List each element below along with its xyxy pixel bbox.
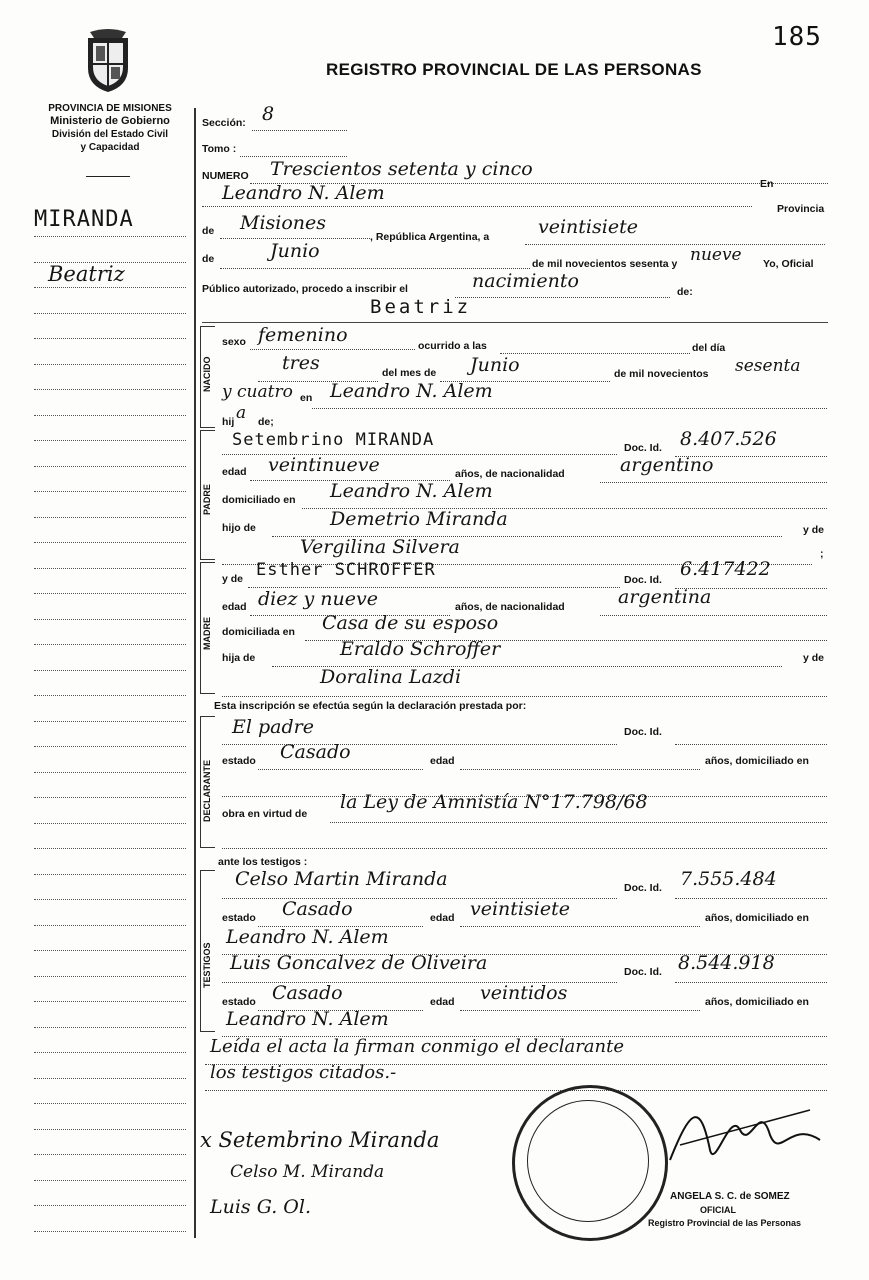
publico-label: Público autorizado, procedo a inscribir el <box>202 283 408 295</box>
de-label-2: de <box>202 253 215 265</box>
ministry-header <box>30 102 190 154</box>
padre-y-de-label: y de <box>803 524 825 536</box>
stamp-name: ANGELA S. C. de SOMEZ <box>670 1191 790 1202</box>
seccion-label: Sección: <box>202 117 246 129</box>
t1-edad-label: edad <box>430 912 455 924</box>
margin-ruled-line <box>34 338 186 339</box>
madre-nac-label: años, de nacionalidad <box>455 601 565 613</box>
yo-oficial-label: Yo, Oficial <box>763 258 814 270</box>
obra-value: la Ley de Amnistía N°17.798/68 <box>340 791 648 813</box>
margin-ruled-line <box>34 950 186 951</box>
declarante-doc-field <box>675 730 827 745</box>
numero-label: NUMERO <box>202 170 249 182</box>
ministry-line-2: Ministerio de Gobierno <box>50 115 170 127</box>
margin-ruled-line <box>34 823 186 824</box>
margin-ruled-line <box>34 415 186 416</box>
padre-hijo-label: hijo de <box>222 522 256 534</box>
t1-dom-label: años, domiciliado en <box>705 912 809 924</box>
de-label-1: de <box>202 225 215 237</box>
margin-ruled-line <box>34 287 186 288</box>
padre-nac-label: años, de nacionalidad <box>455 468 565 480</box>
margin-ruled-line <box>34 364 186 365</box>
stamp-registry: Registro Provincial de las Personas <box>648 1218 802 1228</box>
t2-edad-value: veintidos <box>480 982 568 1004</box>
sexo-label: sexo <box>222 336 246 348</box>
hij-suffix: a <box>236 403 247 423</box>
ministry-line-4: y Capacidad <box>80 142 140 153</box>
t1-estado-value: Casado <box>282 898 353 920</box>
madre-doc-value: 6.417422 <box>680 558 771 580</box>
t2-edad-label: edad <box>430 996 455 1008</box>
margin-ruled-line <box>34 568 186 569</box>
provincial-crest-icon <box>82 28 134 94</box>
lugar-nac-value: Leandro N. Alem <box>330 380 493 402</box>
margin-ruled-line <box>34 976 186 977</box>
margin-ruled-line <box>34 925 186 926</box>
madre-y-de-label: y de <box>222 573 244 585</box>
margin-ruled-line <box>34 644 186 645</box>
nacido-side-label: NACIDO <box>202 356 212 392</box>
ministry-line-1: PROVINCIA DE MISIONES <box>48 103 172 114</box>
acto-value: nacimiento <box>472 270 579 292</box>
signature-testigo-1: Celso M. Miranda <box>230 1162 385 1182</box>
mes-field <box>220 254 530 269</box>
madre-side-label: MADRE <box>202 617 212 650</box>
padre-y-de-value: Vergilina Silvera <box>300 536 460 558</box>
t2-doc-value: 8.544.918 <box>678 952 775 974</box>
padre-side-label: PADRE <box>202 484 212 515</box>
t1-estado-label: estado <box>222 912 256 924</box>
madre-nombre-value: Esther SCHROFFER <box>256 560 436 580</box>
padre-doc-label: Doc. Id. <box>624 442 662 454</box>
madre-hija-label: hija de <box>222 652 256 664</box>
cierre-text-2: los testigos citados.- <box>210 1062 397 1083</box>
lugar-value: Leandro N. Alem <box>222 182 385 204</box>
margin-ruled-line <box>34 746 186 747</box>
decl-estado-value: Casado <box>280 741 351 763</box>
ocurrido-label: ocurrido a las <box>418 340 487 352</box>
margin-ruled-line <box>34 1103 186 1104</box>
seccion-value: 8 <box>262 103 275 125</box>
decl-edad-label: edad <box>430 755 455 767</box>
margin-ruled-line <box>34 491 186 492</box>
t2-doc-label: Doc. Id. <box>624 966 662 978</box>
t2-nombre-value: Luis Goncalvez de Oliveira <box>230 952 488 974</box>
madre-edad-label: edad <box>222 601 247 613</box>
declarante-doc-label: Doc. Id. <box>624 726 662 738</box>
form-title: REGISTRO PROVINCIAL DE LAS PERSONAS <box>326 60 702 79</box>
obra-field-2 <box>222 834 827 849</box>
stamp-office: OFICIAL <box>700 1205 736 1215</box>
t1-doc-label: Doc. Id. <box>624 882 662 894</box>
testigos-side-label: TESTIGOS <box>202 942 212 988</box>
margin-ruled-line <box>34 440 186 441</box>
margin-ruled-line <box>34 721 186 722</box>
t2-dom-label: años, domiciliado en <box>705 996 809 1008</box>
de-colon-label: de: <box>677 286 693 298</box>
madre-hija-value: Eraldo Schroffer <box>340 638 501 660</box>
t1-dom-value: Leandro N. Alem <box>226 926 389 948</box>
madre-nac-value: argentina <box>618 586 712 608</box>
tomo-field <box>240 142 347 157</box>
anio-nac-value-2: y cuatro <box>222 382 293 402</box>
madre-y-de-field <box>222 682 827 697</box>
padre-edad-value: veintinueve <box>268 454 380 476</box>
republica-label: , República Argentina, a <box>370 231 490 243</box>
signature-declarante: x Setembrino Miranda <box>200 1128 440 1152</box>
t1-doc-value: 7.555.484 <box>680 868 777 890</box>
padre-dom-value: Leandro N. Alem <box>330 480 493 502</box>
margin-ruled-line <box>34 593 186 594</box>
margin-ruled-line <box>34 1154 186 1155</box>
margin-ruled-line <box>34 1205 186 1206</box>
margin-ruled-line <box>34 1180 186 1181</box>
madre-dom-value: Casa de su esposo <box>322 612 499 634</box>
del-mes-label: del mes de <box>382 367 437 379</box>
provincia-label: Provincia <box>777 203 825 215</box>
en-loc-label: en <box>300 392 313 404</box>
margin-ruled-line <box>34 772 186 773</box>
padre-semicolon: ; <box>820 548 824 560</box>
madre-edad-value: diez y nueve <box>258 588 379 610</box>
margin-ruled-line <box>34 542 186 543</box>
provincia-value: Misiones <box>240 212 327 234</box>
padre-nombre-value: Setembrino MIRANDA <box>232 430 435 450</box>
margin-ruled-line <box>34 313 186 314</box>
padre-hijo-value: Demetrio Miranda <box>330 508 508 530</box>
madre-y-de-value: Doralina Lazdi <box>320 666 462 688</box>
padre-dom-label: domiciliado en <box>222 494 296 506</box>
padre-nac-value: argentino <box>620 454 714 476</box>
madre-y-de-2-label: y de <box>803 652 825 664</box>
padre-doc-value: 8.407.526 <box>680 428 777 450</box>
margin-divider <box>194 108 196 1238</box>
margin-ruled-line <box>34 517 186 518</box>
page-number: 185 <box>772 22 822 52</box>
de-mil-2-label: de mil novecientos <box>614 368 709 380</box>
t2-estado-label: estado <box>222 996 256 1008</box>
en-label: En <box>760 178 774 190</box>
hij-label: hij <box>222 416 235 428</box>
anio-nac-value: sesenta <box>735 356 801 376</box>
t1-edad-value: veintisiete <box>470 898 570 920</box>
t2-dom-value: Leandro N. Alem <box>226 1008 389 1030</box>
nombre-field <box>202 308 828 323</box>
margin-ruled-line <box>34 1052 186 1053</box>
signature-testigo-2: Luis G. Ol. <box>210 1196 311 1218</box>
padre-edad-label: edad <box>222 466 247 478</box>
margin-ruled-line <box>34 1027 186 1028</box>
section-rule-1 <box>202 322 828 323</box>
mes-value: Junio <box>270 240 320 262</box>
decl-edad-field <box>460 755 700 770</box>
madre-dom-label: domiciliada en <box>222 626 295 638</box>
obra-label: obra en virtud de <box>222 808 308 820</box>
t1-nombre-value: Celso Martin Miranda <box>235 868 448 890</box>
margin-ruled-line <box>34 389 186 390</box>
mes-nac-value: Junio <box>470 354 520 376</box>
madre-doc-label: Doc. Id. <box>624 574 662 586</box>
official-signature-icon <box>660 1090 830 1180</box>
declarante-value: El padre <box>232 716 314 738</box>
registry-seal-inner <box>527 1100 649 1222</box>
decl-dom-label: años, domiciliado en <box>705 755 809 767</box>
margin-ruled-line <box>34 236 186 237</box>
inscripcion-label: Esta inscripción se efectúa según la declaración prestada por: <box>214 700 527 712</box>
t2-estado-value: Casado <box>272 982 343 1004</box>
tomo-label: Tomo : <box>202 143 237 155</box>
margin-ruled-line <box>34 1001 186 1002</box>
sexo-value: femenino <box>258 324 348 346</box>
margin-ruled-line <box>34 670 186 671</box>
nombre-value: Beatriz <box>370 296 472 318</box>
margin-ruled-line <box>34 1129 186 1130</box>
margin-ruled-line <box>34 797 186 798</box>
margin-ruled-line <box>34 848 186 849</box>
hora-field <box>500 339 690 354</box>
margin-ruled-line <box>34 1231 186 1232</box>
decl-estado-label: estado <box>222 755 256 767</box>
cierre-text-1: Leída el acta la firman conmigo el declarante <box>210 1036 625 1057</box>
margin-ruled-line <box>34 466 186 467</box>
margin-ruled-line <box>34 695 186 696</box>
margin-given-name: Beatriz <box>48 262 125 286</box>
margin-ruled-line <box>34 899 186 900</box>
numero-value: Trescientos setenta y cinco <box>270 158 533 180</box>
dia-value: veintisiete <box>538 216 638 238</box>
del-dia-label: del día <box>692 342 726 354</box>
testigos-label: ante los testigos : <box>218 856 308 868</box>
anio-value: nueve <box>690 245 742 265</box>
dia-nac-value: tres <box>282 352 320 374</box>
ministry-rule <box>86 176 130 177</box>
margin-surname: MIRANDA <box>34 207 134 232</box>
margin-ruled-line <box>34 619 186 620</box>
de-mil-label: de mil novecientos sesenta y <box>532 258 678 270</box>
ministry-line-3: División del Estado Civil <box>51 129 169 140</box>
margin-ruled-line <box>34 1078 186 1079</box>
declarante-side-label: DECLARANTE <box>202 760 212 822</box>
margin-ruled-line <box>34 874 186 875</box>
de-semi-label: de; <box>258 416 274 428</box>
